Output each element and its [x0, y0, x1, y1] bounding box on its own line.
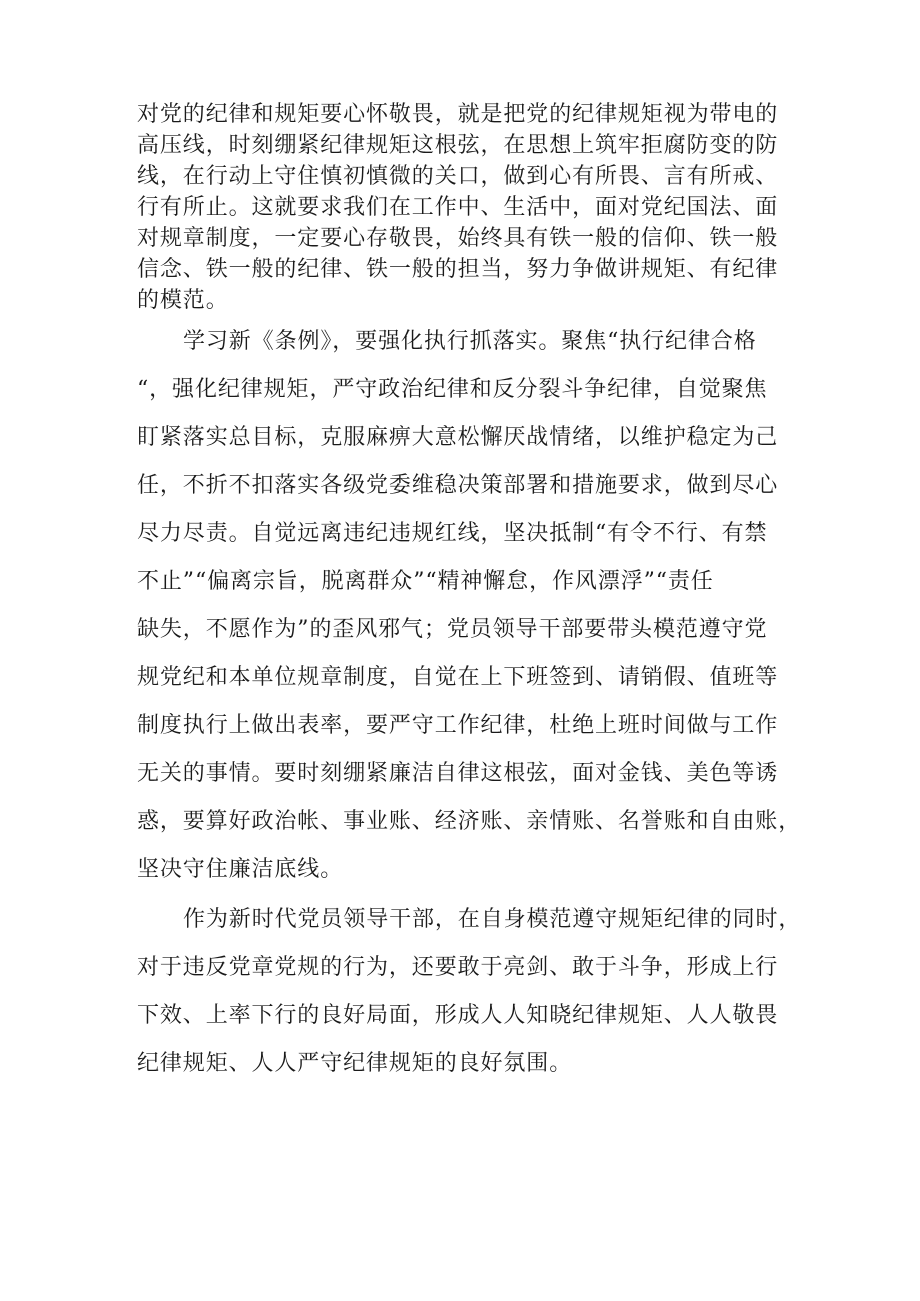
text-line: 缺失，不愿作为”的歪风邪气；党员领导干部要带头模范遵守党 [137, 617, 768, 642]
text-line: 惑，要算好政治帐、事业账、经济账、亲情账、名誉账和自由账， [137, 809, 802, 834]
text-line: 盯紧落实总目标，克服麻痹大意松懈厌战情绪，以维护稳定为己 [137, 425, 779, 450]
text-line: 线，在行动上守住慎初慎微的关口，做到心有所畏、言有所戒、 [137, 164, 779, 189]
text-line: 任，不折不扣落实各级党委维稳决策部署和措施要求，做到尽心 [137, 473, 779, 498]
text-line: 行有所止。这就要求我们在工作中、生活中，面对党纪国法、面 [137, 195, 779, 220]
text-line: 尽力尽责。自觉远离违纪违规红线，坚决抵制“有令不行、有禁 [137, 521, 768, 546]
text-line: 制度执行上做出表率，要严守工作纪律，杜绝上班时间做与工作 [137, 713, 779, 738]
text-line: 对规章制度，一定要心存敬畏，始终具有铁一般的信仰、铁一般 [137, 226, 779, 251]
text-line: 规党纪和本单位规章制度，自觉在上下班签到、请销假、值班等 [137, 665, 779, 690]
text-line: 高压线，时刻绷紧纪律规矩这根弦，在思想上筑牢拒腐防变的防 [137, 133, 779, 158]
paragraph-discipline-reverence [137, 99, 837, 316]
text-line: 学习新《条例》，要强化执行抓落实。聚焦“执行纪律合格 [183, 329, 757, 354]
text-line: 对于违反党章党规的行为，还要敢于亮剑、敢于斗争，形成上行 [137, 955, 779, 980]
text-line: 对党的纪律和规矩要心怀敬畏，就是把党的纪律规矩视为带电的 [137, 102, 779, 127]
text-line: 坚决守住廉洁底线。 [137, 857, 344, 882]
text-line: “，强化纪律规矩，严守政治纪律和反分裂斗争纪律，自觉聚焦 [137, 377, 768, 402]
text-line: 作为新时代党员领导干部，在自身模范遵守规矩纪律的同时， [183, 907, 802, 932]
text-line: 下效、上率下行的良好局面，形成人人知晓纪律规矩、人人敬畏 [137, 1003, 779, 1028]
paragraph-leadership-example [137, 896, 837, 1088]
text-line: 的模范。 [137, 288, 229, 313]
text-line: 不止”“偏离宗旨，脱离群众”“精神懈怠，作风漂浮”“责任 [137, 569, 714, 594]
text-line: 无关的事情。要时刻绷紧廉洁自律这根弦，面对金钱、美色等诱 [137, 761, 779, 786]
paragraph-execution [137, 318, 837, 894]
text-line: 纪律规矩、人人严守纪律规矩的良好氛围。 [137, 1051, 573, 1076]
text-line: 信念、铁一般的纪律、铁一般的担当，努力争做讲规矩、有纪律 [137, 257, 779, 282]
